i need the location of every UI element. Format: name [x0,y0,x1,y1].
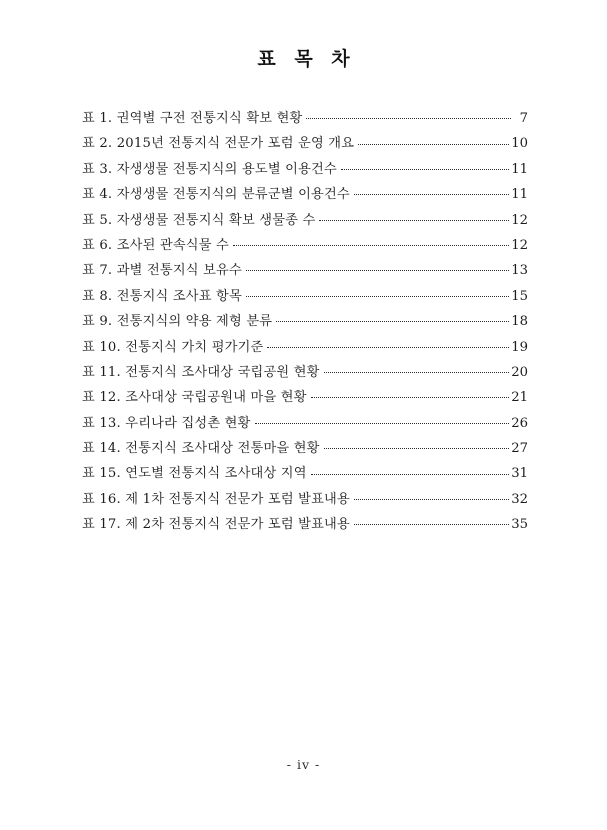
toc-entry-label: 표 13. 우리나라 집성촌 현황 [82,415,251,431]
toc-entry[interactable] [82,361,528,386]
toc-entry-page-number: 27 [511,441,528,457]
toc-entry[interactable] [82,336,528,361]
toc-leader-dots [354,490,509,503]
toc-entry-label: 표 2. 2015년 전통지식 전문가 포럼 운영 개요 [82,136,355,152]
toc-entry-page-number: 18 [511,314,528,330]
toc-leader-dots [246,287,509,300]
toc-leader-dots [319,210,509,223]
page-number-footer: - iv - [286,757,321,772]
toc-entry[interactable] [82,107,528,132]
toc-entry-page-number: 21 [511,390,528,406]
toc-entry[interactable] [82,132,528,157]
toc-leader-dots [306,109,511,122]
table-of-contents-list [82,107,528,539]
toc-entry-page-number: 20 [511,364,528,380]
toc-entry-label: 표 16. 제 1차 전통지식 전문가 포럼 발표내용 [82,491,350,507]
toc-leader-dots [267,337,509,350]
toc-entry[interactable] [82,412,528,437]
toc-leader-dots [341,160,509,173]
toc-leader-dots [311,388,510,401]
toc-entry[interactable] [82,462,528,487]
toc-entry-page-number: 31 [511,466,528,482]
toc-entry-page-number: 11 [511,161,528,177]
toc-entry-page-number: 35 [511,517,528,533]
toc-entry-label: 표 10. 전통지식 가치 평가기준 [82,339,264,355]
toc-entry-label: 표 9. 전통지식의 약용 제형 분류 [82,314,273,330]
toc-entry[interactable] [82,437,528,462]
toc-entry[interactable] [82,259,528,284]
toc-entry[interactable] [82,310,528,335]
toc-entry-page-number: 32 [511,491,528,507]
toc-entry-label: 표 7. 과별 전통지식 보유수 [82,263,242,279]
toc-entry-label: 표 17. 제 2차 전통지식 전문가 포럼 발표내용 [82,517,350,533]
toc-entry[interactable] [82,285,528,310]
toc-entry-page-number: 15 [511,288,528,304]
toc-entry-page-number: 26 [511,415,528,431]
toc-entry-label: 표 3. 자생생물 전통지식의 용도별 이용건수 [82,161,337,177]
toc-entry-label: 표 1. 권역별 구전 전통지식 확보 현황 [82,111,303,126]
toc-entry-label: 표 5. 자생생물 전통지식 확보 생물종 수 [82,212,316,228]
toc-entry[interactable] [82,209,528,234]
toc-leader-dots [324,363,510,376]
toc-entry-label: 표 8. 전통지식 조사표 항목 [82,288,242,304]
toc-leader-dots [255,414,510,427]
toc-leader-dots [324,439,510,452]
toc-leader-dots [276,312,509,325]
toc-entry-page-number: 12 [511,212,528,228]
page-title: 표 목 차 [257,48,356,70]
toc-entry-label: 표 14. 전통지식 조사대상 전통마을 현황 [82,441,320,457]
toc-entry-label: 표 4. 자생생물 전통지식의 분류군별 이용건수 [82,187,350,203]
toc-entry[interactable] [82,158,528,183]
toc-entry-page-number: 13 [511,263,528,279]
toc-entry[interactable] [82,488,528,513]
toc-entry-page-number: 10 [511,136,528,152]
toc-leader-dots [354,515,509,528]
toc-entry[interactable] [82,183,528,208]
toc-leader-dots [358,134,509,147]
toc-leader-dots [233,236,509,249]
toc-leader-dots [246,261,509,274]
toc-entry-label: 표 6. 조사된 관속식물 수 [82,237,230,253]
toc-entry-page-number: 19 [511,339,528,355]
toc-entry-label: 표 15. 연도별 전통지식 조사대상 지역 [82,466,307,482]
toc-entry-page-number: 11 [511,187,528,203]
toc-entry-label: 표 12. 조사대상 국립공원내 마을 현황 [82,390,307,406]
toc-leader-dots [354,185,509,198]
toc-entry-page-number: 7 [519,111,528,126]
toc-entry[interactable] [82,234,528,259]
toc-entry[interactable] [82,386,528,411]
toc-entry[interactable] [82,513,528,538]
toc-entry-label: 표 11. 전통지식 조사대상 국립공원 현황 [82,364,320,380]
toc-leader-dots [311,464,510,477]
toc-entry-page-number: 12 [511,237,528,253]
